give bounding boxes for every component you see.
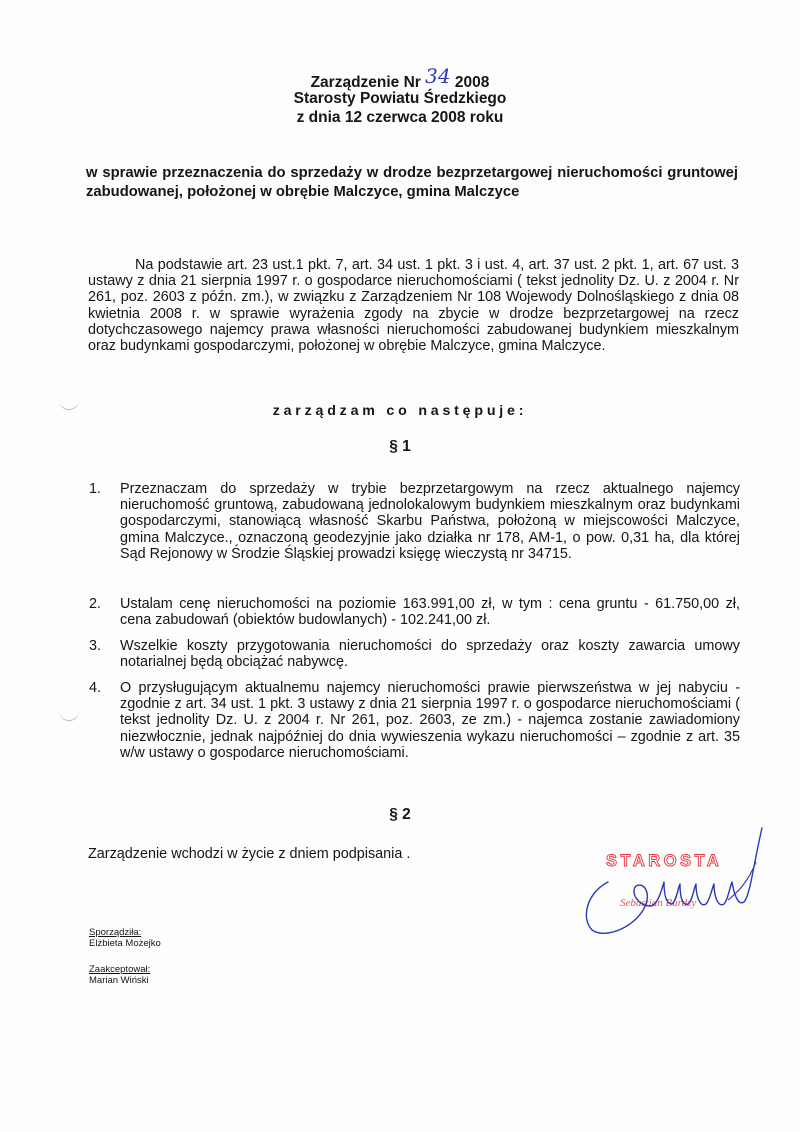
section-1-heading: § 1: [389, 438, 411, 455]
legal-basis-paragraph: Na podstawie art. 23 ust.1 pkt. 7, art. 34 ust. 1 pkt. 3 i ust. 4, art. 37 ust. 2 pkt. 1, art. 67 ust. 3 ustawy z dnia 21 sierpnia 1997 r. o gospodarce nieruchomościami ( tekst jednolity Dz. U. z 2004 r. Nr 261, poz. 2603 z późn. zm.), w związku z Zarządzeniem Nr 108 Wojewody Dolnośląskiego z dnia 08 kwietnia 2008 r. w sprawie wyrażenia zgody na zbycie w drodze bezprzetargowej na rzecz dotychczasowego najemcy prawa własności nieruchomości zabudowanej budynkiem mieszkalnym oraz budynkami gospodarczymi, położonej w obrębie Malczyce, gmina Malczyce.: [88, 257, 739, 355]
title-prefix: Zarządzenie Nr: [310, 74, 421, 91]
handwritten-number: 34: [425, 64, 451, 88]
list-item-text: Wszelkie koszty przygotowania nieruchomości do sprzedaży oraz koszty zawarcia umowy notarialnej będą obciążać nabywcę.: [120, 638, 740, 671]
item-number: 3.: [89, 638, 102, 654]
subject-paragraph: w sprawie przeznaczenia do sprzedaży w drodze bezprzetargowej nieruchomości gruntowej zabudowanej, położonej w obrębie Malczyce, gmina Malczyce: [86, 165, 738, 200]
item-number: 1.: [89, 481, 102, 497]
list-item-text: O przysługującym aktualnemu najemcy nieruchomości prawie pierwszeństwa w jej nabyciu - zgodnie z art. 34 ust. 1 pkt. 3 ustawy z dnia 21 sierpnia 1997 r. o gospodarce nieruchomościami ( tekst jednolity Dz. U. z 2004 r. Nr 261, poz. 2603, ze zm.) - najemca zostanie zawiadomiony niezwłocznie, jednak najpóźniej do dnia wywieszenia wykazu nieruchomości – zgodnie z art. 35 w/w ustawy o gospodarce nieruchomościami.: [120, 680, 740, 761]
signature-stamp: [578, 822, 778, 942]
punch-hole-mark: [59, 709, 79, 721]
section-2-heading: § 2: [389, 806, 411, 823]
decree-heading: zarządzam co następuje:: [272, 403, 528, 419]
prepared-by-name: Elżbieta Możejko: [89, 938, 161, 949]
stamp-title: STAROSTA: [606, 852, 723, 870]
accepted-by-name: Marian Wiński: [89, 975, 149, 986]
list-item-text: Przeznaczam do sprzedaży w trybie bezprzetargowym na rzecz aktualnego najemcy nieruchomość gruntową, zabudowaną jednolokalowym budynkiem mieszkalnym oraz budynkami gospodarczymi, stanowiącą własność Skarbu Państwa, położoną w miejscowości Malczyce, gmina Malczyce., oznaczoną geodezyjnie jako działka nr 178, AM-1, o pow. 0,31 ha, dla której Sąd Rejonowy w Środzie Śląskiej prowadzi księgę wieczystą nr 34715.: [120, 481, 740, 562]
accepted-by-label: Zaakceptował:: [89, 964, 151, 975]
stamp-name: Sebastian Burdzy: [620, 897, 697, 909]
signature-flourish: [728, 862, 756, 900]
handwritten-signature: [586, 828, 762, 933]
prepared-by-label: Sporządziła:: [89, 927, 142, 938]
effective-date-sentence: Zarządzenie wchodzi w życie z dniem podpisania .: [88, 846, 411, 862]
title-year: 2008: [454, 74, 490, 91]
issuer-line: Starosty Powiatu Średzkiego: [293, 90, 507, 107]
item-number: 2.: [89, 596, 102, 612]
date-line: z dnia 12 czerwca 2008 roku: [296, 109, 504, 126]
item-number: 4.: [89, 680, 102, 696]
list-item-text: Ustalam cenę nieruchomości na poziomie 163.991,00 zł, w tym : cena gruntu - 61.750,00 zł, cena zabudowań (obiektów budowlanych) - 102.241,00 zł.: [120, 596, 740, 629]
